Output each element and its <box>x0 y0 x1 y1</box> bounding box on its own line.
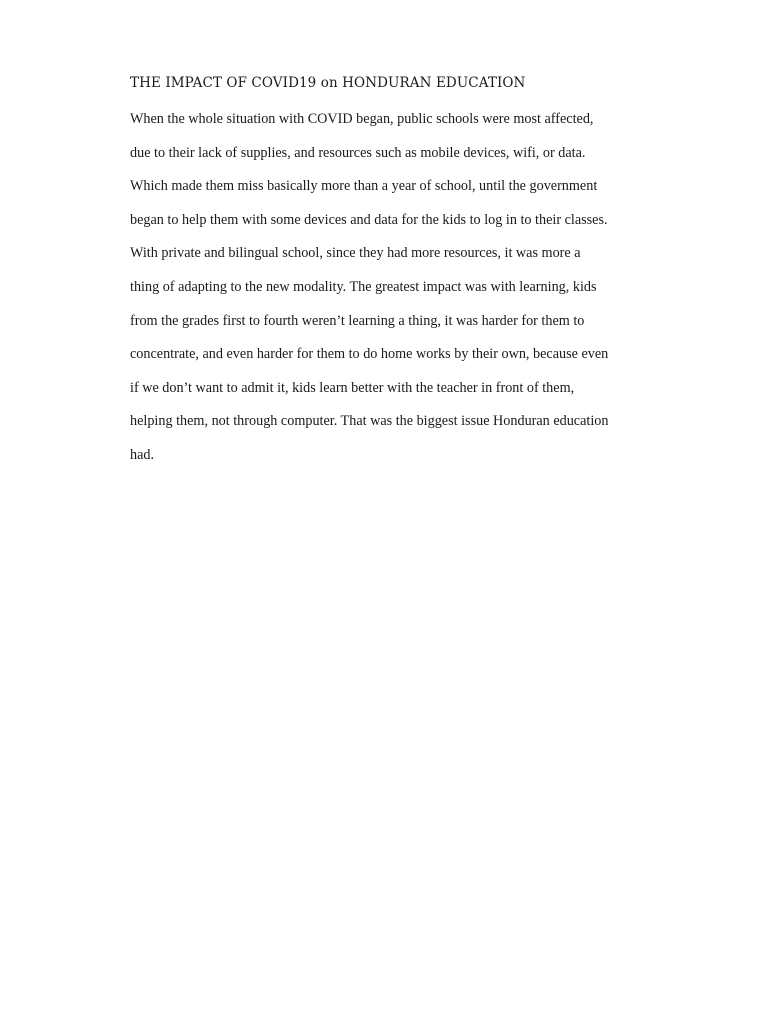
body-line: helping them, not through computer. That was the biggest issue Honduran education <box>130 413 609 430</box>
body-line: With private and bilingual school, since they had more resources, it was more a <box>130 245 581 262</box>
body-line: if we don’t want to admit it, kids learn better with the teacher in front of them, <box>130 379 575 396</box>
body-line: thing of adapting to the new modality. The greatest impact was with learning, kids <box>130 278 597 295</box>
document-body <box>130 108 670 478</box>
body-line: concentrate, and even harder for them to do home works by their own, because even <box>130 346 609 363</box>
body-line: When the whole situation with COVID began, public schools were most affected, <box>130 111 594 127</box>
body-line: had. <box>130 446 155 463</box>
document-title: THE IMPACT OF COVID19 on HONDURAN EDUCATION <box>130 75 526 91</box>
body-line: from the grades first to fourth weren’t learning a thing, it was harder for them to <box>130 312 585 329</box>
body-line: Which made them miss basically more than a year of school, until the government <box>130 178 598 195</box>
body-line: began to help them with some devices and data for the kids to log in to their classes. <box>130 211 608 228</box>
body-line: due to their lack of supplies, and resources such as mobile devices, wifi, or data. <box>130 144 586 161</box>
